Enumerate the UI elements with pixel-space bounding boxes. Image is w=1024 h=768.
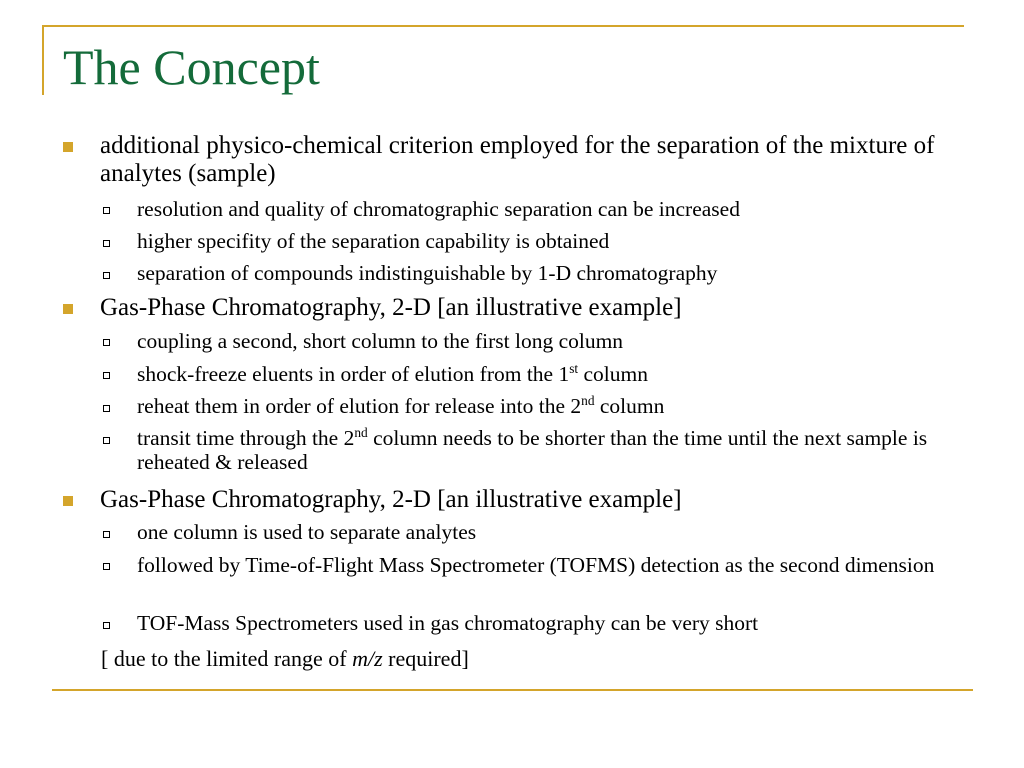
- text-part: column: [578, 362, 648, 386]
- bullet-3-sub-1: one column is used to separate analytes: [137, 520, 477, 544]
- square-bullet-icon: [63, 496, 73, 506]
- hollow-square-bullet-icon: [103, 240, 110, 247]
- hollow-square-bullet-icon: [103, 372, 110, 379]
- text-part: reheat them in order of elution for release into the 2: [137, 394, 582, 418]
- text-part: [ due to the limited range of: [101, 646, 353, 671]
- square-bullet-icon: [63, 142, 73, 152]
- text-part: shock-freeze eluents in order of elution from the 1: [137, 362, 570, 386]
- bullet-1-sub-2: higher specifity of the separation capability is obtained: [137, 229, 610, 253]
- bullet-3: Gas-Phase Chromatography, 2-D [an illustrative example]: [100, 486, 682, 513]
- hollow-square-bullet-icon: [103, 437, 110, 444]
- text-part: column: [594, 394, 665, 418]
- hollow-square-bullet-icon: [103, 207, 110, 214]
- superscript: st: [569, 360, 579, 376]
- bullet-2-sub-4: [137, 426, 977, 474]
- bullet-2-sub-2: [137, 362, 977, 386]
- hollow-square-bullet-icon: [103, 272, 110, 279]
- italic-text: m/z: [352, 646, 383, 671]
- hollow-square-bullet-icon: [103, 339, 110, 346]
- bullet-2: Gas-Phase Chromatography, 2-D [an illustrative example]: [100, 294, 682, 321]
- bullet-1-sub-3: separation of compounds indistinguishable by 1-D chromatography: [137, 261, 718, 285]
- bullet-1-sub-1: resolution and quality of chromatographic separation can be increased: [137, 197, 740, 221]
- top-rule: [42, 25, 964, 27]
- bullet-3-sub-3: TOF-Mass Spectrometers used in gas chromatography can be very short: [137, 611, 759, 635]
- bullet-2-sub-1: coupling a second, short column to the first long column: [137, 329, 624, 353]
- footnote: [101, 647, 941, 671]
- bottom-rule: [52, 689, 973, 691]
- hollow-square-bullet-icon: [103, 563, 110, 570]
- slide-title: The Concept: [63, 39, 320, 95]
- text-part: column needs to be shorter than the time until the next sample is reheated & released: [137, 426, 928, 474]
- bullet-1: additional physico-chemical criterion employed for the separation of the mixture of analytes (sample): [100, 132, 935, 187]
- superscript: nd: [581, 392, 595, 408]
- hollow-square-bullet-icon: [103, 405, 110, 412]
- superscript: nd: [354, 424, 368, 440]
- hollow-square-bullet-icon: [103, 622, 110, 629]
- left-rule: [42, 25, 44, 95]
- text-part: required]: [382, 646, 469, 671]
- bullet-2-sub-3: [137, 394, 977, 418]
- text-part: transit time through the 2: [137, 426, 355, 450]
- square-bullet-icon: [63, 304, 73, 314]
- hollow-square-bullet-icon: [103, 531, 110, 538]
- bullet-3-sub-2: followed by Time-of-Flight Mass Spectrometer (TOFMS) detection as the second dimension: [137, 553, 935, 577]
